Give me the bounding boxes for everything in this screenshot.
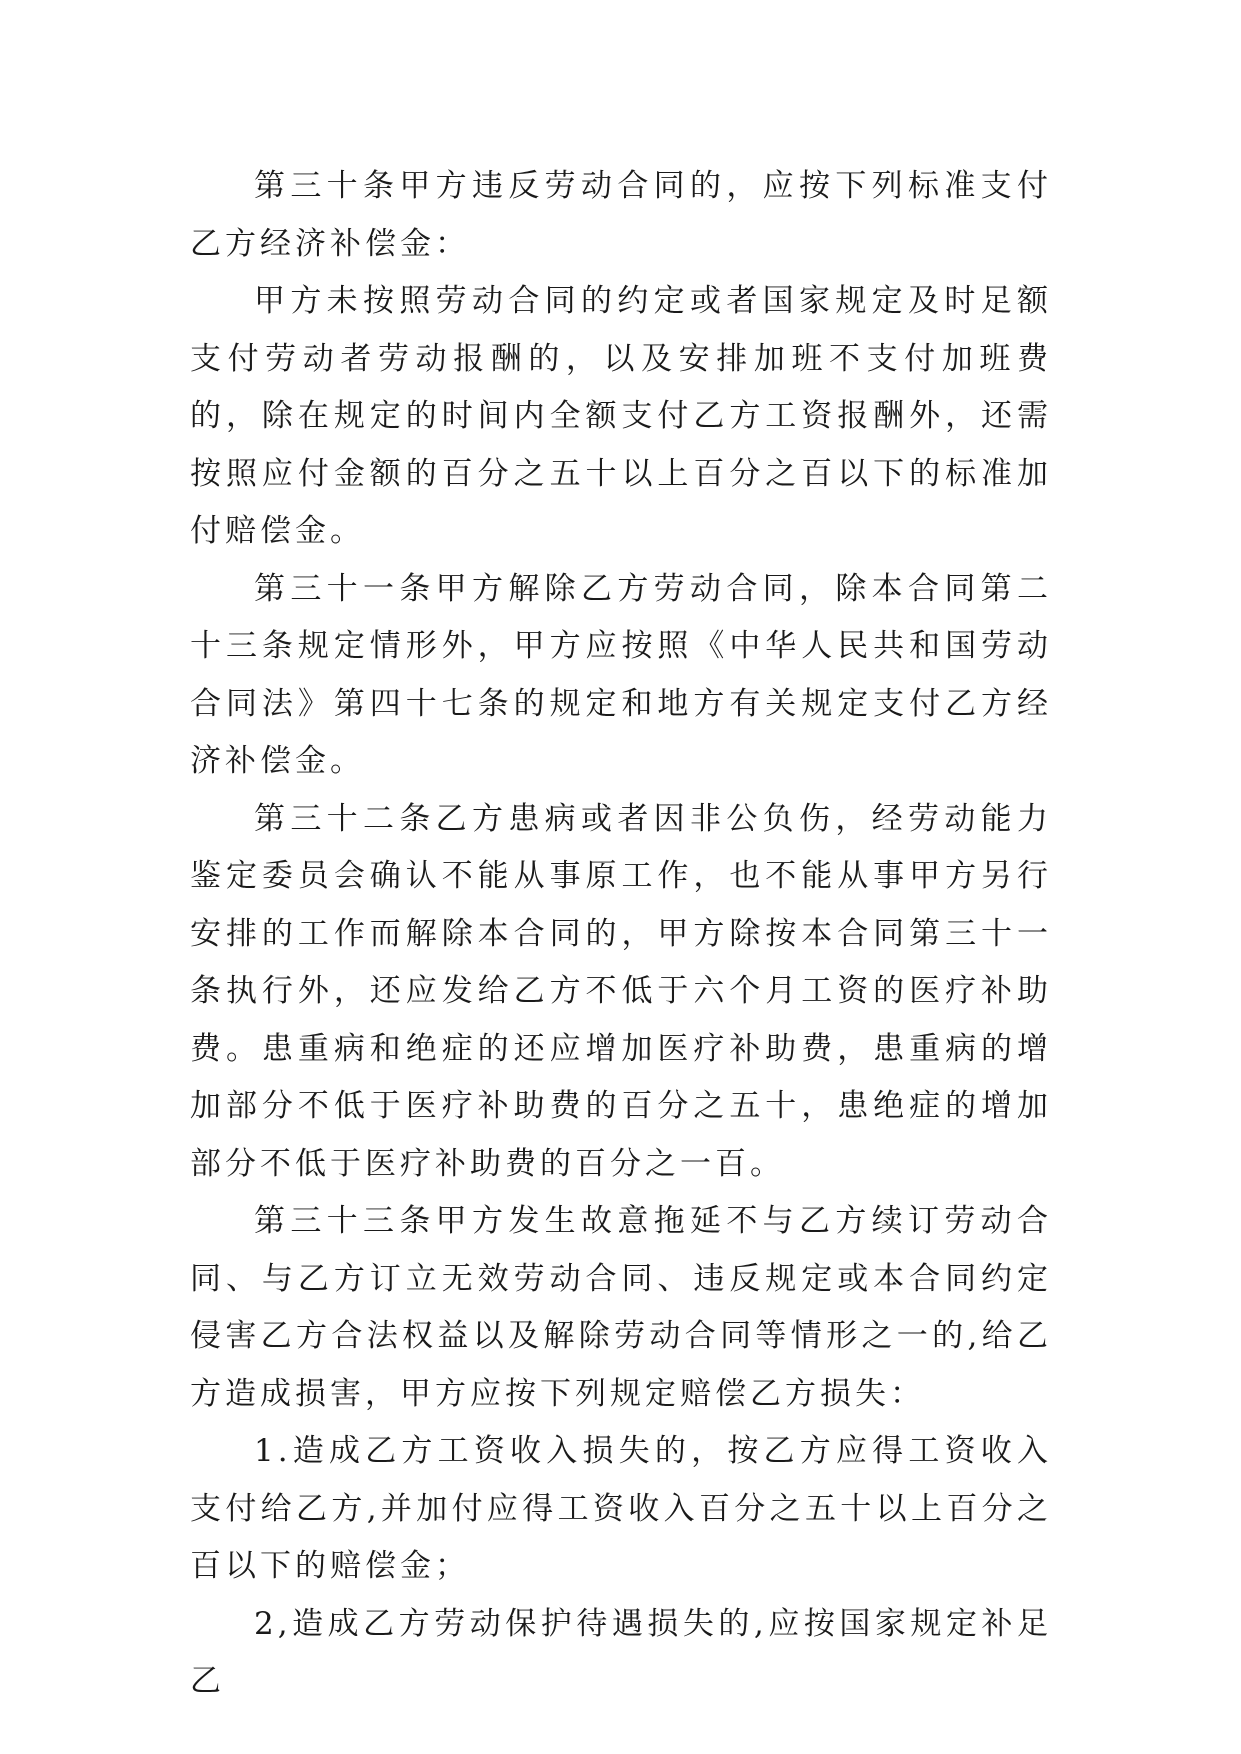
paragraph-article-32: 第三十二条乙方患病或者因非公负伤，经劳动能力鉴定委员会确认不能从事原工作，也不能从事甲方另行安排的工作而解除本合同的，甲方除按本合同第三十一条执行外，还应发给乙方不低于六个月工资的医疗补助费。患重病和绝症的还应增加医疗补助费，患重病的增加部分不低于医疗补助费的百分之五十，患绝症的增加部分不低于医疗补助费的百分之一百。: [190, 800, 1052, 1182]
paragraph-item-1: 1.造成乙方工资收入损失的，按乙方应得工资收入支付给乙方,并加付应得工资收入百分之五十以上百分之百以下的赔偿金；: [190, 1433, 1052, 1584]
document-body: [190, 158, 1052, 1711]
paragraph-article-33: 第三十三条甲方发生故意拖延不与乙方续订劳动合同、与乙方订立无效劳动合同、违反规定或本合同约定侵害乙方合法权益以及解除劳动合同等情形之一的,给乙方造成损害，甲方应按下列规定赔偿乙方损失：: [190, 1203, 1052, 1412]
paragraph-article-30-detail: 甲方未按照劳动合同的约定或者国家规定及时足额支付劳动者劳动报酬的，以及安排加班不支付加班费的，除在规定的时间内全额支付乙方工资报酬外，还需按照应付金额的百分之五十以上百分之百以下的标准加付赔偿金。: [190, 283, 1052, 549]
paragraph-article-31: 第三十一条甲方解除乙方劳动合同，除本合同第二十三条规定情形外，甲方应按照《中华人民共和国劳动合同法》第四十七条的规定和地方有关规定支付乙方经济补偿金。: [190, 570, 1052, 779]
paragraph-item-2: 2,造成乙方劳动保护待遇损失的,应按国家规定补足乙: [190, 1605, 1052, 1699]
paragraph-article-30: 第三十条甲方违反劳动合同的，应按下列标准支付乙方经济补偿金：: [190, 168, 1052, 262]
